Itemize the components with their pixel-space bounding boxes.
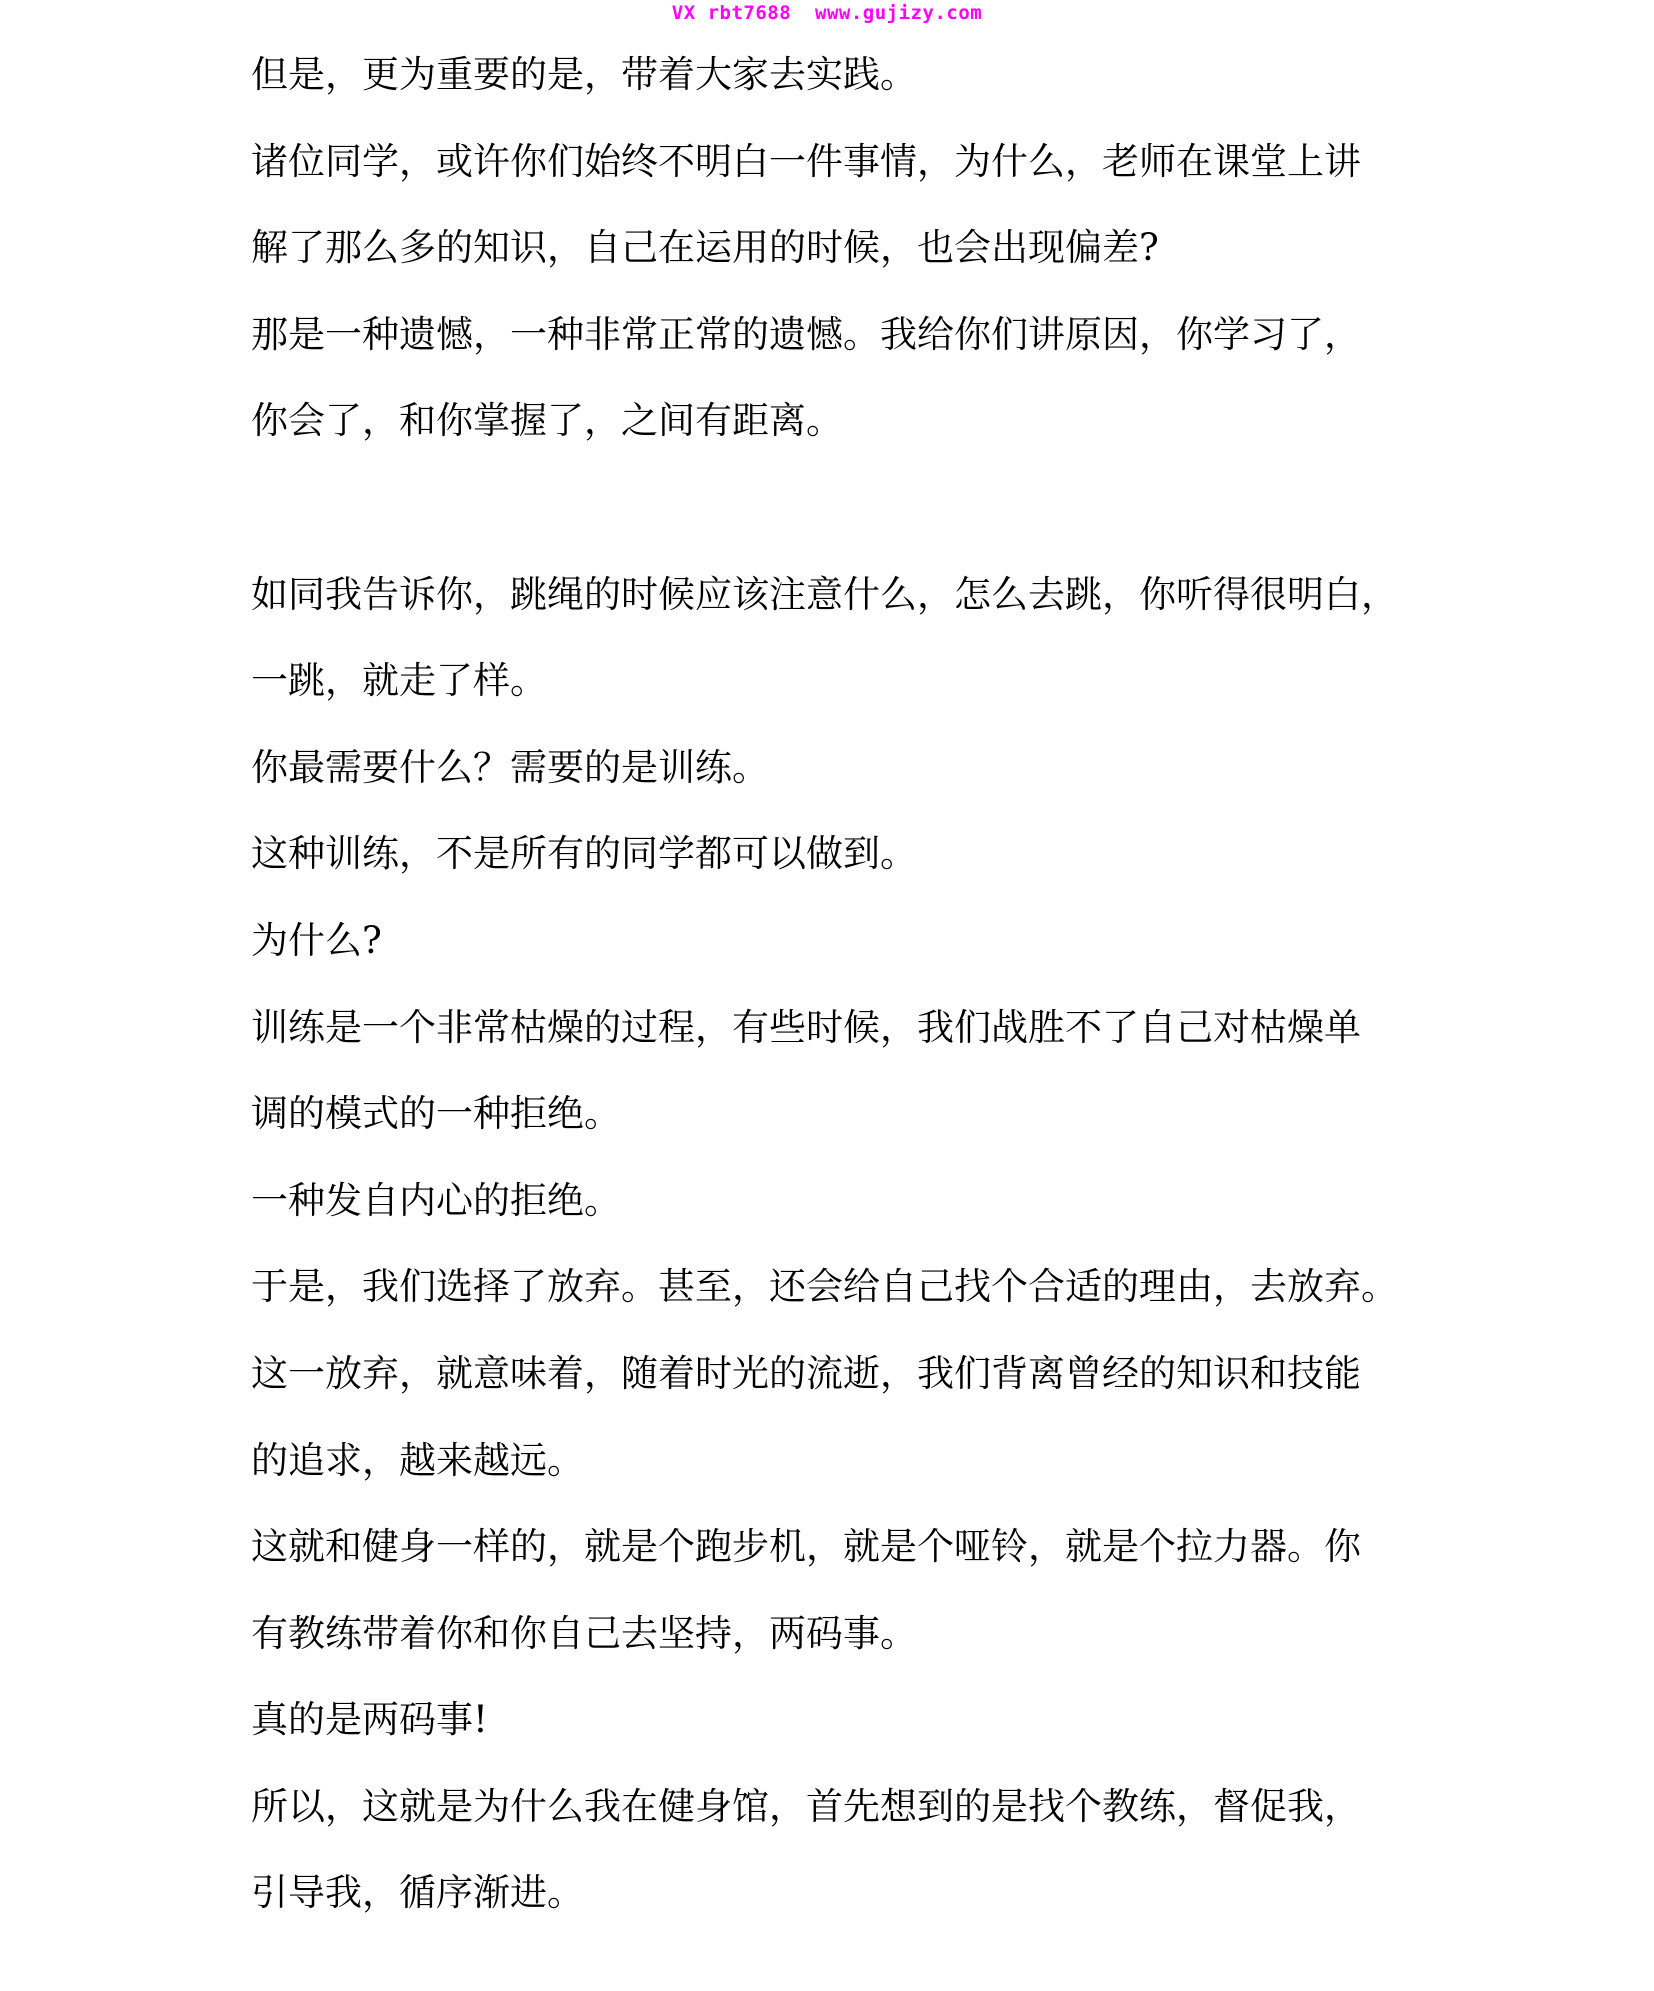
text-line: 这就和健身一样的，就是个跑步机，就是个哑铃，就是个拉力器。你 [251, 1525, 1361, 1569]
text-line: 你最需要什么？需要的是训练。 [251, 745, 769, 789]
text-line: 一跳，就走了样。 [251, 659, 547, 703]
text-line: 于是，我们选择了放弃。甚至，还会给自己找个合适的理由，去放弃。 [251, 1265, 1398, 1309]
text-line: 解了那么多的知识，自己在运用的时候，也会出现偏差? [251, 226, 1159, 270]
blank-line [251, 483, 1421, 570]
text-line: 所以，这就是为什么我在健身馆，首先想到的是找个教练，督促我， [251, 1784, 1361, 1828]
text-line: 但是，更为重要的是，带着大家去实践。 [251, 53, 917, 96]
text-line: 真的是两码事! [251, 1698, 488, 1742]
text-line: 那是一种遗憾，一种非常正常的遗憾。我给你们讲原因，你学习了， [251, 312, 1361, 356]
watermark-header: VX rbt7688 www.gujizy.com [671, 2, 983, 24]
text-line: 为什么? [251, 918, 382, 962]
document-body [251, 50, 1421, 1955]
text-line: 一种发自内心的拒绝。 [251, 1178, 621, 1222]
text-line: 训练是一个非常枯燥的过程，有些时候，我们战胜不了自己对枯燥单 [251, 1005, 1361, 1049]
text-line: 这一放弃，就意味着，随着时光的流逝，我们背离曾经的知识和技能 [251, 1351, 1361, 1395]
text-line: 如同我告诉你，跳绳的时候应该注意什么，怎么去跳，你听得很明白， [251, 572, 1398, 616]
text-line: 有教练带着你和你自己去坚持，两码事。 [251, 1611, 917, 1655]
text-line: 诸位同学，或许你们始终不明白一件事情，为什么，老师在课堂上讲 [251, 139, 1361, 183]
text-line: 的追求，越来越远。 [251, 1438, 584, 1482]
text-line: 调的模式的一种拒绝。 [251, 1092, 621, 1136]
text-line: 这种训练，不是所有的同学都可以做到。 [251, 832, 917, 876]
text-line: 你会了，和你掌握了，之间有距离。 [251, 399, 843, 443]
text-line: 引导我，循序渐进。 [251, 1871, 584, 1915]
